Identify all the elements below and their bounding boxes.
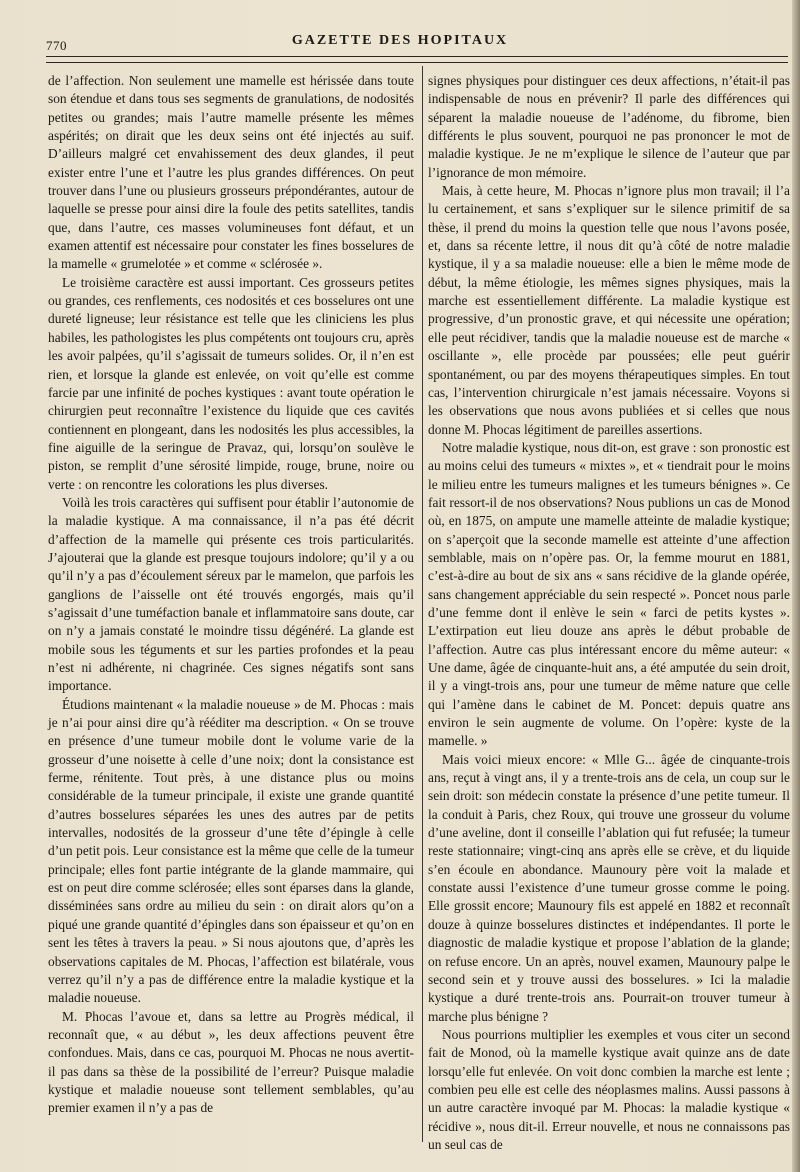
- paragraph: Nous pourrions multiplier les exemples et vous citer un second fait de Monod, où la mamelle kystique avait quinze ans de date lorsqu’elle fut enlevée. On voit donc combien la marche est lente ; combien peu elle est celle des néoplasmes malins. Aussi passons à un autre caractère invoqué par M. Phocas: la maladie kystique « récidive », nous dit-il. Erreur nouvelle, et nous ne connaissons pas un seul cas de: [428, 1026, 790, 1152]
- paragraph: Voilà les trois caractères qui suffisent pour établir l’autonomie de la maladie kystique. A ma connaissance, il n’a pas été décrit d’affection de la mamelle qui présente ces trois particularités. J’ajouterai que la glande est presque toujours indolore; qu’il y a ou qu’il n’y a pas d’écoulement séreux par le mamelon, que parfois les ganglions de l’aisselle ont été trouvés engorgés, mais qu’il s’agissait d’une tuméfaction banale et inflammatoire sans doute, car on n’y a jamais constaté le moindre tissu dégénéré. La glande est mobile sous les téguments et sur les parties profondes et la peau n’est ni adhérente, ni chagrinée. Ces signes négatifs sont sans importance.: [48, 494, 414, 694]
- paragraph: Mais voici mieux encore: « Mlle G... âgée de cinquante-trois ans, reçut à vingt ans, il y a trente-trois ans de cela, un coup sur le sein droit: son médecin constate la présence d’une petite tumeur. Il la conduit à Paris, chez Roux, qui trouve une grosseur du volume d’une aveline, dont il conseille l’ablation qui fut refusée; la tumeur reste stationnaire; vingt-cinq ans après elle se crève, et du liquide s’en écoule en abondance. Maunoury père voit la malade et constate aussi l’existence d’une tumeur grosse comme le poing. Elle grossit encore; Maunoury fils est appelé en 1882 et reconnaît douze à quinze bosselures distinctes et indépendantes. Il porte le diagnostic de maladie kystique et propose l’ablation de la glande; on refuse encore. Un an après, nouvel examen, Maunoury palpe le second sein et y trouve aussi des bosselures. » Ici la maladie kystique a duré trente-trois ans. Pourrait-on trouver tumeur à marche plus bénigne ?: [428, 751, 790, 1024]
- paragraph: Le troisième caractère est aussi important. Ces grosseurs petites ou grandes, ces renflements, ces nodosités et ces bosselures ont une dureté ligneuse; leur résistance est telle que les cliniciens les plus habiles, les pathologistes les plus compétents ont toujours cru, après les avoir palpées, qu’il s’agissait de tumeurs solides. Or, il n’en est rien, et lorsque la glande est enlevée, on voit qu’elle est comme farcie par une infinité de poches kystiques : avant toute opération le chirurgien peut reconnaître l’existence du liquide que ces cavités contiennent en plongeant, dans les nodosités les plus accessibles, la fine aiguille de la seringue de Pravaz, qui, lorsqu’on soulève le piston, se remplit d’une sérosité limpide, rouge, brune, noire ou verte : on rencontre les colorations les plus diverses.: [48, 274, 414, 492]
- page-number: 770: [46, 38, 67, 53]
- header-rule: [46, 56, 788, 57]
- header-rule-secondary: [46, 62, 788, 63]
- paragraph: Notre maladie kystique, nous dit-on, est grave : son pronostic est au moins celui des tumeurs « mixtes », et « tiendrait pour le moins le milieu entre les tumeurs malignes et les tumeurs bénignes ». Ce fait ressort-il de nos observations? Nous publions un cas de Monod où, en 1875, on ampute une mamelle atteinte de maladie kystique; on s’aperçoit que la seconde mamelle est atteinte d’une affection semblable, mais on n’opère pas. Or, la femme mourut en 1881, c’est-à-dire au bout de six ans « sans récidive de la glande opérée, sans changement appréciable du sein respecté ». Poncet nous parle d’une femme dont il enlève le sein « farci de petits kystes ». L’extirpation eut lieu douze ans après le début probable de l’affection. Autre cas plus intéressant encore du même auteur: « Une dame, âgée de cinquante-huit ans, a été amputée du sein droit, il y a vingt-trois ans, pour une tumeur de même nature que celle qui l’amène dans le cabinet de M. Poncet: depuis quatre ans environ le sein augmente de volume. On l’opère: kyste de la mamelle. »: [428, 439, 790, 749]
- paragraph: M. Phocas l’avoue et, dans sa lettre au Progrès médical, il reconnaît que, « au début », les deux affections peuvent être confondues. Mais, dans ce cas, pourquoi M. Phocas ne nous avertit-il pas dans sa thèse de la possibilité de l’erreur? Puisque maladie kystique et maladie noueuse sont tellement semblables, qu’au premier examen il n’y a pas de: [48, 1008, 414, 1116]
- right-column: [428, 72, 790, 1154]
- paragraph: signes physiques pour distinguer ces deux affections, n’était-il pas indispensable de nous en prévenir? Il parle des différences qui séparent la maladie noueuse de l’adénome, du fibrome, bien différents le plus souvent, pourquoi ne pas prononcer le mot de maladie kystique. Je ne m’explique le silence de l’auteur que par l’ignorance de mon mémoire.: [428, 73, 790, 180]
- left-column: [48, 72, 414, 1118]
- paragraph: Mais, à cette heure, M. Phocas n’ignore plus mon travail; il l’a lu certainement, et sans s’expliquer sur le silence primitif de sa thèse, il prend du moins la question telle que nous l’avons posée, et, dans sa récente lettre, il nous dit qu’à côté de notre maladie kystique, il y a sa maladie noueuse: elle a bien le même mode de début, la même étiologie, les mêmes signes physiques, mais la marche est essentiellement différente. La maladie kystique est progressive, d’un pronostic grave, et qui nécessite une opération; elle peut récidiver, tandis que la maladie noueuse est de marche « oscillante », elle procède par poussées; elle peut guérir spontanément, ou par des moyens thérapeutiques simples. En tout cas, l’intervention chirurgicale n’est jamais nécessaire. Voyons si les observations que nous avons publiées et si celles que nous donne M. Phocas légitiment de pareilles assertions.: [428, 183, 790, 437]
- paragraph: Étudions maintenant « la maladie noueuse » de M. Phocas : mais je n’ai pour ainsi dire qu’à rééditer ma description. « On se trouve en présence d’une tumeur mobile dont le volume varie de la grosseur d’une noisette à celle d’une noix; dont la consistance est ferme, rénitente. Tout près, à une distance plus ou moins considérable de la tumeur principale, il existe une grande quantité d’autres bosselures séparées les unes des autres par de petits intervalles, nodosités de la grosseur d’une tête d’épingle à celle d’un petit pois. Leur consistance est la même que celle de la tumeur principale; elles font partie intégrante de la glande mammaire, qui est on peut dire comme sclérosée; elles sont éparses dans la glande, disséminées sans ordre au milieu du sein : on dirait alors qu’on a piqué une grande quantité d’épingles dans son épaisseur et qu’on en sent les têtes à travers la peau. » Si nous ajoutons que, d’après les observations capitales de M. Phocas, l’affection est bilatérale, vous verrez qu’il n’y a pas de différence entre la maladie kystique et la maladie noueuse.: [48, 696, 414, 1006]
- running-head-title: GAZETTE DES HOPITAUX: [291, 33, 509, 48]
- page-binding-edge: [792, 0, 800, 1172]
- paragraph: de l’affection. Non seulement une mamelle est hérissée dans toute son étendue et dans tous ses segments de granulations, de nodosités petites ou grandes; mais l’autre mamelle présente les mêmes aspérités; on dirait que les deux seins ont été injectés au suif. D’ailleurs malgré cet envahissement des deux glandes, il peut exister entre l’une et l’autre les plus grandes différences. On peut trouver dans l’une ou plusieurs grosseurs prépondérantes, autour de laquelle se presse pour ainsi dire la foule des petits satellites, tandis que, dans l’autre, ces masses volumineuses font défaut, et un examen attentif est nécessaire pour constater les fines bosselures de la mamelle « grumelotée » et comme « sclérosée ».: [48, 73, 414, 272]
- column-divider: [422, 66, 423, 1142]
